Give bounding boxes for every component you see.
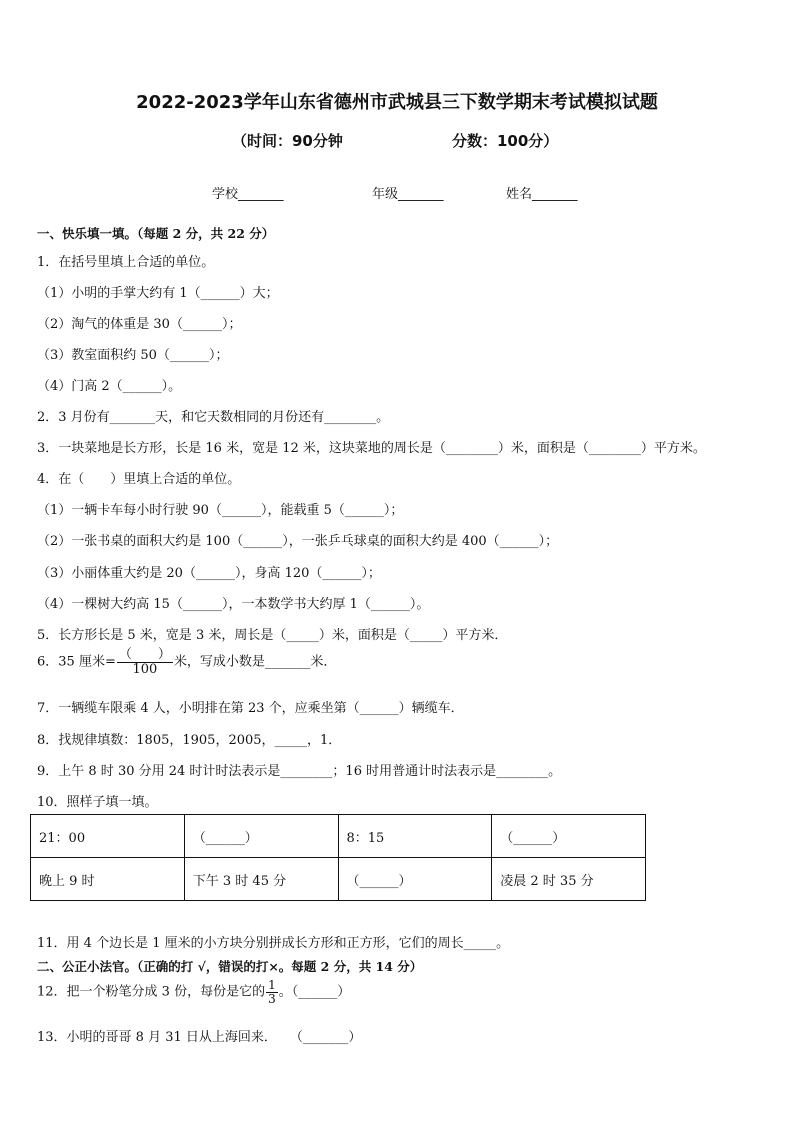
table-row [31, 858, 646, 901]
question-3: 3．一块菜地是长方形，长是 16 米，宽是 12 米，这块菜地的周长是（________）米，面积是（________）平方米。 [37, 441, 706, 456]
table-cell: 下午 3 时 45 分 [184, 858, 338, 901]
table-row [31, 815, 646, 858]
section-1-heading: 一、快乐填一填。（每题 2 分，共 22 分） [37, 226, 275, 241]
question-4-2: （2）一张书桌的面积大约是 100（______），一张乒乓球桌的面积大约是 400（______）； [37, 534, 559, 549]
question-12-prefix: 12．把一个粉笔分成 3 份，每份是它的 [37, 984, 266, 1000]
page-title: 2022-2023学年山东省德州市武城县三下数学期末考试模拟试题 [136, 92, 658, 113]
question-1-2: （2）淘气的体重是 30（______）； [37, 317, 242, 332]
question-12-fraction [266, 979, 278, 1005]
question-4: 4．在（ ）里填上合适的单位。 [37, 472, 241, 487]
name-field: 姓名_______ [506, 187, 578, 202]
question-4-1: （1）一辆卡车每小时行驶 90（______），能载重 5（______）； [37, 503, 404, 518]
table-cell: （______） [184, 815, 338, 858]
question-4-3: （3）小丽体重大约是 20（______），身高 120（______）； [37, 566, 381, 581]
question-9: 9．上午 8 时 30 分用 24 时计时法表示是________；16 时用普通计时法表示是________。 [37, 764, 562, 779]
question-8: 8．找规律填数：1805，1905，2005，_____，1． [37, 733, 342, 748]
question-4-4: （4）一棵树大约高 15（______），一本数学书大约厚 1（______）。 [37, 597, 430, 612]
table-cell: （______） [492, 815, 646, 858]
question-6-denominator: 100 [132, 661, 158, 677]
question-12-suffix: 。（______） [278, 984, 351, 1000]
question-1-3: （3）教室面积约 50（______）； [37, 348, 229, 363]
question-6 [37, 648, 336, 676]
question-1-1: （1）小明的手掌大约有 1（______）大； [37, 286, 279, 301]
question-10: 10．照样子填一填。 [37, 795, 158, 810]
question-1: 1．在括号里填上合适的单位。 [37, 255, 215, 270]
question-7: 7．一辆缆车限乘 4 人，小明排在第 23 个，应乘坐第（______）辆缆车． [37, 701, 464, 716]
question-12 [37, 979, 350, 1005]
question-6-fraction [117, 648, 173, 676]
question-6-prefix: 6．35 厘米= [37, 654, 116, 670]
table-cell: （______） [338, 858, 492, 901]
question-5: 5．长方形长是 5 米，宽是 3 米，周长是（_____）米，面积是（_____）平方米． [37, 628, 508, 643]
exam-time: （时间：90分钟 [232, 132, 343, 150]
question-6-suffix: 米，写成小数是_______米． [173, 654, 337, 670]
exam-score: 分数：100分） [452, 132, 559, 150]
question-2: 2．3 月份有_______天，和它天数相同的月份还有________。 [37, 410, 390, 425]
question-1-4: （4）门高 2（______）。 [37, 379, 182, 394]
question-13: 13．小明的哥哥 8 月 31 日从上海回来． （_______） [37, 1030, 362, 1045]
question-12-numerator: 1 [268, 978, 276, 992]
section-2-heading: 二、公正小法官。（正确的打 √，错误的打×。每题 2 分，共 14 分） [37, 959, 423, 974]
grade-field: 年级_______ [372, 187, 444, 202]
table-cell: 晚上 9 时 [31, 858, 185, 901]
question-11: 11．用 4 个边长是 1 厘米的小方块分别拼成长方形和正方形，它们的周长_____。 [37, 936, 510, 951]
table-cell: 凌晨 2 时 35 分 [492, 858, 646, 901]
question-6-numerator: （ ） [118, 647, 171, 662]
time-conversion-table [30, 814, 646, 901]
table-cell: 21：00 [31, 815, 185, 858]
school-field: 学校_______ [212, 187, 284, 202]
question-12-denominator: 3 [268, 991, 276, 1006]
table-cell: 8：15 [338, 815, 492, 858]
